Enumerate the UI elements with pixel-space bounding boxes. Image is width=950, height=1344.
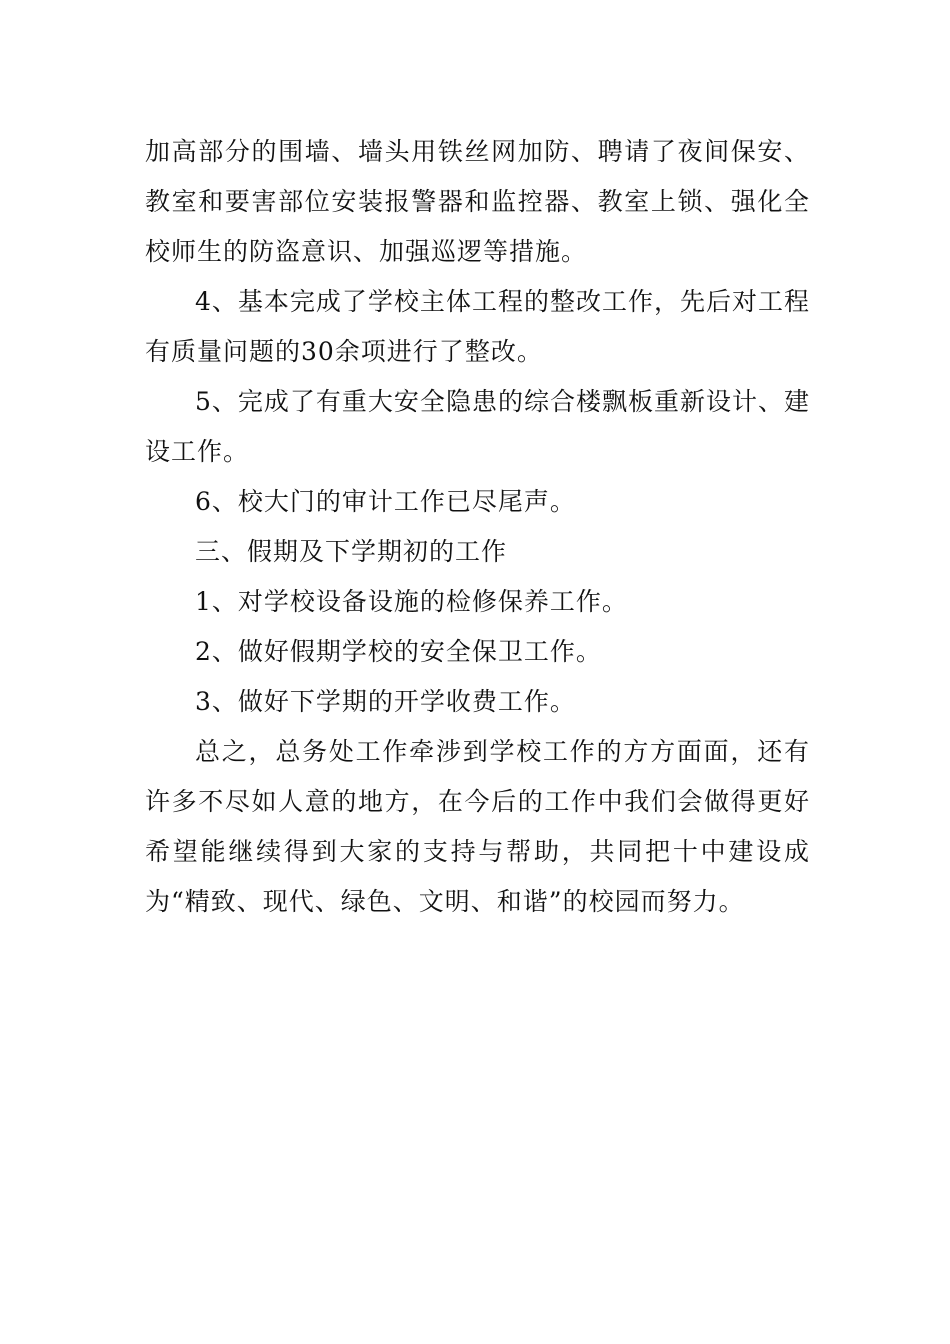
paragraph-plan-1: 1、对学校设备设施的检修保养工作。 (195, 587, 628, 616)
paragraph-security-measures: 加高部分的围墙、墙头用铁丝网加防、聘请了夜间保安、教室和要害部位安装报警器和监控器、教室上锁、强化全校师生的防盗意识、加强巡逻等措施。 (145, 137, 810, 266)
paragraph-plan-3: 3、做好下学期的开学收费工作。 (195, 687, 576, 716)
paragraph-plan-2: 2、做好假期学校的安全保卫工作。 (195, 637, 602, 666)
paragraph-item-4: 4、基本完成了学校主体工程的整改工作，先后对工程有质量问题的30余项进行了整改。 (145, 287, 810, 366)
paragraph-conclusion: 总之，总务处工作牵涉到学校工作的方方面面，还有许多不尽如人意的地方，在今后的工作中我们会做得更好希望能继续得到大家的支持与帮助，共同把十中建设成为“精致、现代、绿色、文明、和谐”的校园而努力。 (145, 737, 810, 916)
paragraph-item-5: 5、完成了有重大安全隐患的综合楼飘板重新设计、建设工作。 (145, 387, 810, 466)
section-heading-vacation-work: 三、假期及下学期初的工作 (195, 537, 508, 566)
document-body (145, 127, 810, 927)
paragraph-item-6: 6、校大门的审计工作已尽尾声。 (195, 487, 576, 516)
